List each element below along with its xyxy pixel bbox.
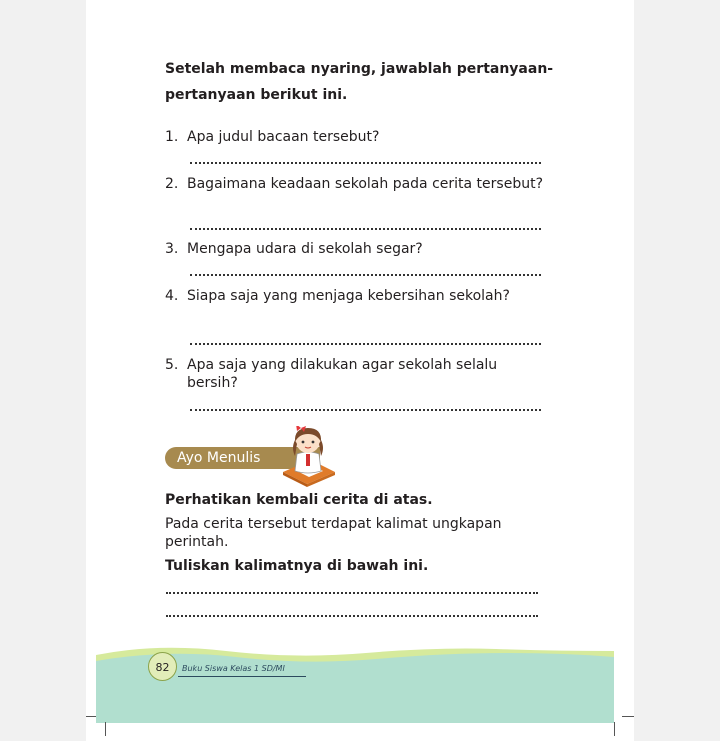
answer-line-2[interactable] bbox=[190, 228, 541, 230]
question-1 bbox=[165, 128, 545, 146]
answer-line-1[interactable] bbox=[190, 162, 541, 164]
crop-mark bbox=[622, 716, 634, 717]
question-number: 3. bbox=[165, 241, 179, 257]
crop-mark bbox=[86, 716, 96, 717]
question-number: 1. bbox=[165, 129, 179, 145]
instruction-heading: Setelah membaca nyaring, jawablah pertanyaan-pertanyaan berikut ini. bbox=[165, 61, 554, 103]
question-text: Apa judul bacaan tersebut? bbox=[187, 129, 380, 145]
question-text: Siapa saja yang menjaga kebersihan sekolah? bbox=[187, 288, 510, 304]
question-text: Apa saja yang dilakukan agar sekolah selalu bersih? bbox=[187, 357, 498, 391]
page-number-text: 82 bbox=[155, 661, 170, 674]
crop-mark bbox=[614, 722, 615, 736]
answer-line-5[interactable] bbox=[190, 409, 541, 411]
writing-line-2[interactable] bbox=[166, 615, 538, 617]
question-text: Mengapa udara di sekolah segar? bbox=[187, 241, 423, 257]
question-4 bbox=[165, 287, 545, 305]
writing-prompt-3: Tuliskan kalimatnya di bawah ini. bbox=[165, 558, 429, 574]
question-number: 2. bbox=[165, 176, 179, 192]
writing-line-1[interactable] bbox=[166, 592, 538, 594]
section-title: Ayo Menulis bbox=[177, 450, 261, 466]
question-number: 5. bbox=[165, 357, 179, 373]
writing-prompt-1: Perhatikan kembali cerita di atas. bbox=[165, 492, 433, 508]
question-text: Bagaimana keadaan sekolah pada cerita tersebut? bbox=[187, 176, 544, 192]
crop-mark bbox=[105, 722, 106, 736]
writing-prompt-2: Pada cerita tersebut terdapat kalimat ungkapan perintah. bbox=[165, 516, 502, 550]
page-number bbox=[148, 652, 177, 681]
book-title-underline bbox=[178, 676, 306, 677]
question-number: 4. bbox=[165, 288, 179, 304]
book-title: Buku Siswa Kelas 1 SD/MI bbox=[182, 664, 285, 673]
writing-girl-icon bbox=[277, 426, 339, 488]
question-3 bbox=[165, 240, 545, 258]
answer-line-3[interactable] bbox=[190, 274, 541, 276]
answer-line-4[interactable] bbox=[190, 343, 541, 345]
question-5 bbox=[165, 356, 545, 392]
question-2 bbox=[165, 175, 545, 193]
